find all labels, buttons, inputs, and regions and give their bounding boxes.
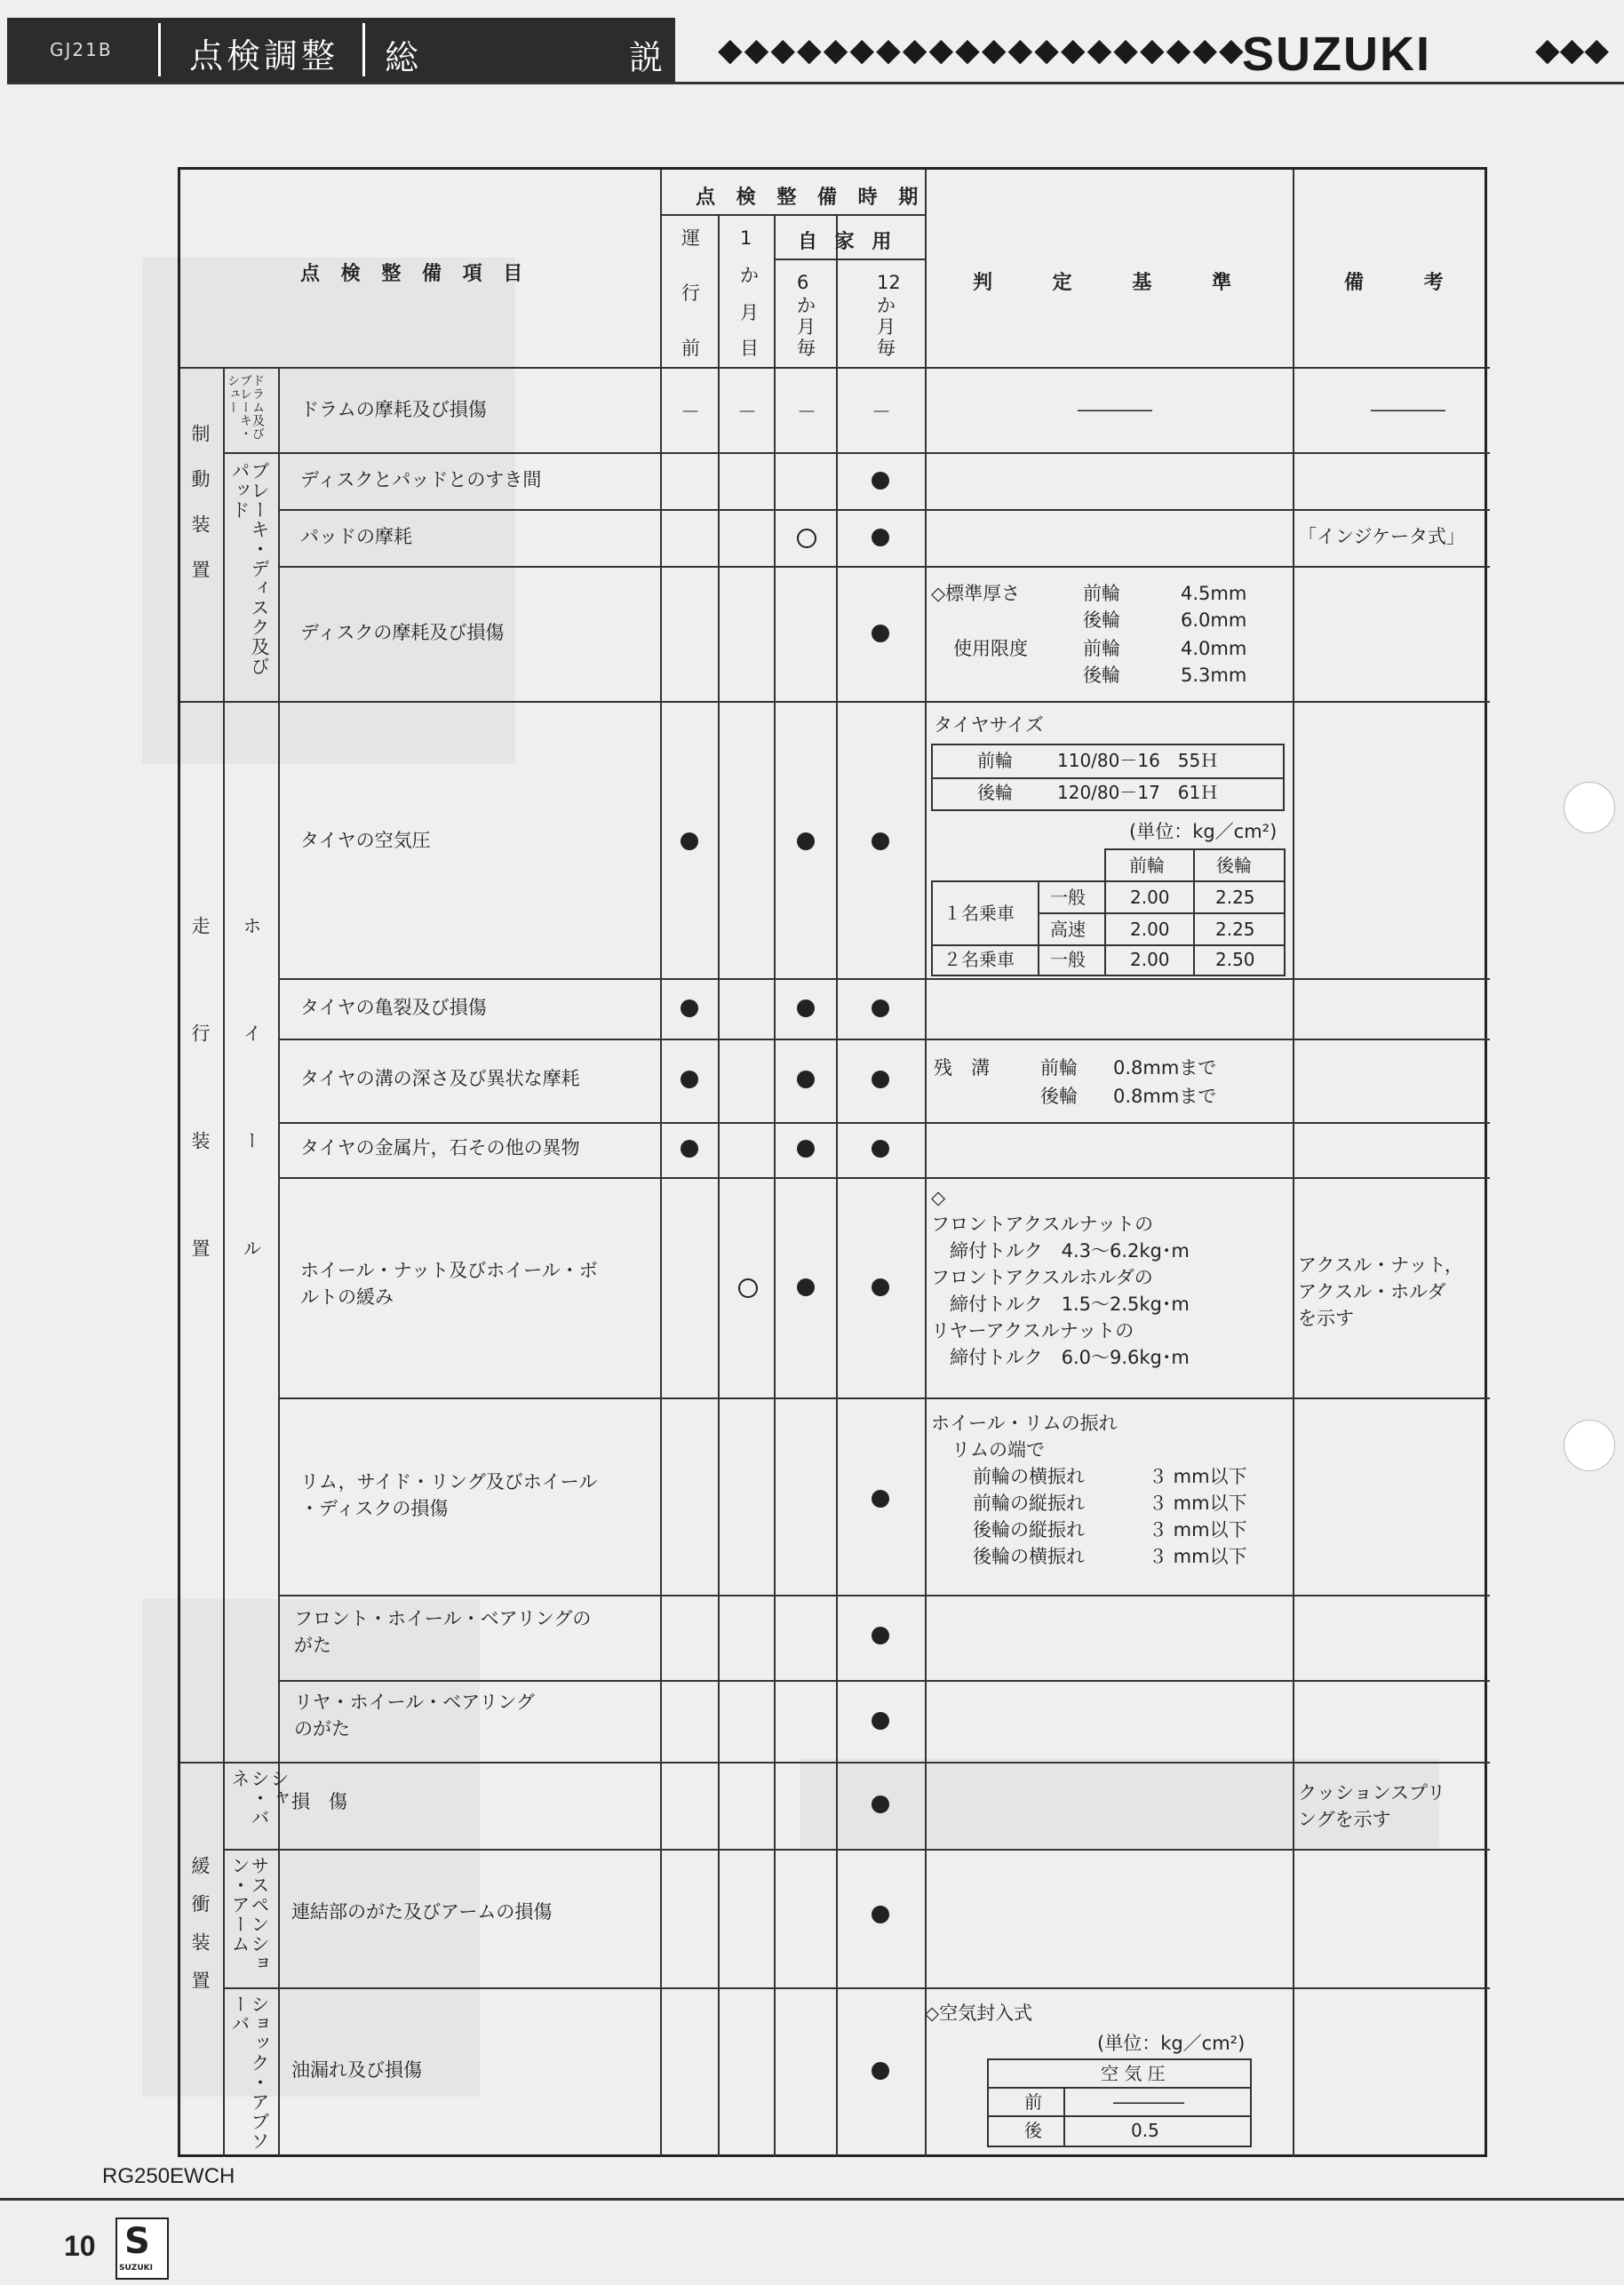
groove-front-value: 0.8mmまで — [1113, 1057, 1217, 1079]
air-unit: (単位：kg／cm²) — [1097, 2033, 1246, 2054]
row-label-rear-bearing: リヤ・ホイール・ベアリング のがた — [294, 1692, 535, 1740]
row-label-rim: リム，サイド・リング及びホイール ・ディスクの損傷 — [300, 1471, 598, 1519]
rim-limit: ３ mm以下 — [1149, 1466, 1247, 1487]
pressure-value: 2.00 — [1130, 949, 1170, 970]
mark-filled — [797, 1071, 815, 1088]
air-rear-value: 0.5 — [1131, 2120, 1159, 2141]
row-label-oil-leak: 油漏れ及び損傷 — [291, 2059, 422, 2081]
disc-front-label: 前輪 — [1083, 583, 1120, 604]
pressure-rear-head: 後輪 — [1216, 855, 1252, 876]
header-12m-2: か — [877, 295, 896, 316]
torque-front-nut: フロントアクスルナットの — [931, 1214, 1154, 1235]
header-rule — [7, 82, 1624, 84]
header-month-4: 目 — [740, 338, 759, 359]
mark-filled — [797, 1140, 815, 1158]
remarks-axle: アクスル・ナット， アクスル・ホルダ を示す — [1298, 1254, 1463, 1329]
air-pressure-table — [987, 2058, 1252, 2147]
inspection-table — [178, 167, 1487, 2157]
disc-lim-rear: 5.3mm — [1181, 665, 1247, 686]
mark-filled — [872, 472, 889, 490]
mark-filled — [872, 832, 889, 850]
pressure-normal: 一般 — [1050, 887, 1086, 908]
disc-rear-label: 後輪 — [1083, 609, 1120, 631]
column-header-criteria: 判 定 基 準 — [973, 272, 1258, 294]
mark-filled — [872, 1795, 889, 1813]
header-divider — [362, 23, 365, 76]
mark-filled — [797, 1278, 815, 1296]
groove-rear-label: 後輪 — [1040, 1086, 1078, 1107]
mark-filled — [872, 1140, 889, 1158]
header-before-run-2: 行 — [681, 283, 700, 304]
mark-filled — [872, 2062, 889, 2080]
criteria-drum: ―――― — [1078, 399, 1152, 420]
groove-front-label: 前輪 — [1040, 1057, 1078, 1079]
header-12m-3: 月 — [877, 316, 896, 338]
column-header-remarks: 備 考 — [1344, 272, 1470, 294]
group-susp-arm: サスペンション・アーム — [229, 1856, 270, 1973]
disc-std-rear: 6.0mm — [1181, 609, 1247, 631]
rim-limit: ３ mm以下 — [1149, 1519, 1247, 1541]
row-label-drum: ドラムの摩耗及び損傷 — [300, 399, 487, 420]
remarks-pad: 「インジケータ式」 — [1298, 526, 1466, 547]
section-suspension: 緩衝装置 — [189, 1856, 211, 2009]
mark-filled — [872, 1490, 889, 1508]
section-title: 点検調整 — [189, 36, 339, 76]
header-diamond-row: ◆◆◆◆◆◆◆◆◆◆◆◆◆◆◆◆◆◆◆◆ — [718, 32, 1246, 68]
mark-dash: － — [737, 402, 758, 424]
header-6m-2: か — [797, 295, 816, 316]
torque-rear-nut: リヤーアクスルナットの — [931, 1320, 1134, 1342]
header-month-3: 月 — [740, 302, 759, 323]
header-month-1: 1 — [740, 227, 752, 249]
row-label-disc-gap: ディスクとパッドとのすき間 — [300, 469, 542, 490]
page-header — [7, 18, 1624, 82]
row-label-front-bearing: フロント・ホイール・ベアリングの がた — [294, 1608, 592, 1656]
disc-limit-label: 使用限度 — [953, 638, 1028, 659]
mark-open — [738, 1278, 758, 1298]
rim-rear-vertical: 後輪の縦振れ — [973, 1519, 1085, 1541]
air-type-label: ◇空気封入式 — [925, 2002, 1033, 2024]
air-front-label: 前 — [1024, 2091, 1042, 2113]
header-6m-3: 月 — [797, 316, 816, 338]
section-subtitle-2: 説 — [629, 38, 664, 77]
tire-rear-size: 120/80－17 61Ｈ — [1057, 782, 1219, 803]
air-rear-label: 後 — [1024, 2120, 1042, 2141]
mark-dash: － — [797, 402, 817, 424]
row-label-wheel-nut: ホイール・ナット及びホイール・ボ ルトの緩み — [300, 1260, 598, 1308]
mark-open — [797, 529, 816, 548]
mark-filled — [872, 1712, 889, 1730]
rim-limit: ３ mm以下 — [1149, 1546, 1247, 1567]
rim-runout-label: ホイール・リムの振れ — [931, 1413, 1118, 1434]
pressure-unit: (単位：kg／cm²) — [1129, 821, 1278, 842]
header-before-run-1: 運 — [681, 227, 700, 249]
group-drum-shoe: ドラム及びブレーキ・シュー — [226, 374, 265, 441]
footer-rule — [0, 2198, 1624, 2201]
disc-std-front: 4.5mm — [1181, 583, 1247, 604]
tire-size-label: タイヤサイズ — [934, 714, 1044, 736]
mark-filled — [872, 529, 889, 546]
pressure-one-rider: １名乗車 — [943, 903, 1015, 924]
pressure-value: 2.25 — [1215, 887, 1255, 908]
group-disc-pad: ブレーキ・ディスク及びパッド — [229, 461, 270, 676]
group-wheel: ホイール — [241, 916, 262, 1346]
page-number: 10 — [64, 2230, 96, 2262]
section-subtitle-1: 総 — [385, 38, 419, 77]
mark-filled — [872, 1906, 889, 1923]
header-diamond-end: ◆◆◆ — [1535, 32, 1610, 68]
row-label-tire-crack: タイヤの亀裂及び損傷 — [300, 997, 487, 1018]
tire-front-size: 110/80－16 55Ｈ — [1057, 750, 1219, 771]
model-code: RG250EWCH — [102, 2164, 235, 2188]
binder-hole — [1564, 782, 1615, 833]
groove-rear-value: 0.8mmまで — [1113, 1086, 1217, 1107]
header-divider — [158, 23, 161, 76]
section-running: 走行装置 — [189, 916, 211, 1346]
air-pressure-head: 空 気 圧 — [1101, 2063, 1166, 2084]
torque-value-3: 締付トルク 6.0～9.6kg･m — [950, 1347, 1190, 1368]
disc-rear-label: 後輪 — [1083, 665, 1120, 686]
mark-filled — [681, 832, 698, 850]
mark-filled — [681, 999, 698, 1017]
mark-filled — [797, 999, 815, 1017]
column-header-item: 点 検 整 備 項 目 — [300, 263, 530, 285]
row-label-tire-groove: タイヤの溝の深さ及び異状な摩耗 — [300, 1068, 580, 1089]
logo-text: SUZUKI — [119, 2264, 153, 2273]
column-header-jikayo: 自 家 用 — [798, 231, 897, 253]
pressure-front-head: 前輪 — [1129, 855, 1165, 876]
disc-front-label: 前輪 — [1083, 638, 1120, 659]
column-header-period: 点 検 整 備 時 期 — [696, 187, 926, 209]
pressure-normal: 一般 — [1050, 949, 1086, 970]
pressure-value: 2.00 — [1130, 919, 1170, 940]
torque-diamond: ◇ — [931, 1187, 946, 1208]
header-6m-4: 毎 — [797, 338, 816, 359]
torque-value-2: 締付トルク 1.5～2.5kg･m — [950, 1294, 1190, 1315]
rim-rear-lateral: 後輪の横振れ — [973, 1546, 1085, 1567]
disc-lim-front: 4.0mm — [1181, 638, 1247, 659]
rim-front-lateral: 前輪の横振れ — [973, 1466, 1085, 1487]
tire-rear-label: 後輪 — [977, 782, 1013, 803]
mark-filled — [872, 625, 889, 642]
row-label-tire-pressure: タイヤの空気圧 — [300, 830, 431, 851]
pressure-two-riders: ２名乗車 — [943, 949, 1015, 970]
mark-filled — [872, 1627, 889, 1644]
mark-dash: － — [681, 402, 701, 424]
pressure-value: 2.25 — [1215, 919, 1255, 940]
rim-front-vertical: 前輪の縦振れ — [973, 1493, 1085, 1514]
torque-value-1: 締付トルク 4.3～6.2kg･m — [950, 1240, 1190, 1262]
mark-filled — [681, 1071, 698, 1088]
header-dark-block — [7, 18, 675, 82]
mark-filled — [872, 1071, 889, 1088]
row-label-pad-wear: パッドの摩耗 — [300, 526, 412, 547]
tire-front-label: 前輪 — [977, 750, 1013, 771]
mark-filled — [872, 999, 889, 1017]
mark-filled — [797, 832, 815, 850]
section-brake: 制動装置 — [189, 424, 211, 605]
rim-edge-label: リムの端で — [951, 1439, 1045, 1461]
pressure-value: 2.00 — [1130, 887, 1170, 908]
group-shock-absorber: ショック・アブソーバ — [229, 1994, 270, 2151]
pressure-high-speed: 高速 — [1050, 919, 1086, 940]
row-label-link: 連結部のがた及びアームの損傷 — [291, 1901, 553, 1923]
rim-limit: ３ mm以下 — [1149, 1493, 1247, 1514]
pressure-value: 2.50 — [1215, 949, 1255, 970]
row-label-disc-wear: ディスクの摩耗及び損傷 — [300, 622, 505, 643]
header-12m-4: 毎 — [877, 338, 896, 359]
header-month-2: か — [740, 265, 759, 286]
header-12m-1: 12 — [877, 272, 901, 293]
groove-label: 残 溝 — [934, 1057, 990, 1079]
suzuki-logo-icon: S SUZUKI — [115, 2217, 169, 2280]
row-label-tire-foreign: タイヤの金属片，石その他の異物 — [300, 1137, 580, 1158]
remarks-drum: ―――― — [1371, 399, 1445, 420]
remarks-spring: クッションスプリ ングを示す — [1298, 1782, 1446, 1830]
torque-front-holder: フロントアクスルホルダの — [931, 1267, 1153, 1288]
mark-filled — [872, 1278, 889, 1296]
pressure-table — [931, 880, 1286, 976]
binder-hole — [1564, 1420, 1615, 1471]
pressure-head-box — [1104, 848, 1286, 880]
mark-dash: － — [872, 402, 892, 424]
air-front-value: ―――― — [1113, 2091, 1184, 2113]
mark-filled — [681, 1140, 698, 1158]
disc-std-label: ◇標準厚さ — [931, 583, 1021, 604]
brand-logo-text: SUZUKI — [1242, 28, 1431, 81]
document-code: GJ21B — [50, 39, 113, 60]
group-chassis-spring: シャシ・バネ — [229, 1769, 290, 1827]
header-6m-1: 6 — [797, 272, 809, 293]
row-label-damage: 損 傷 — [291, 1791, 347, 1812]
header-before-run-3: 前 — [681, 338, 700, 359]
tire-size-box — [931, 744, 1285, 811]
